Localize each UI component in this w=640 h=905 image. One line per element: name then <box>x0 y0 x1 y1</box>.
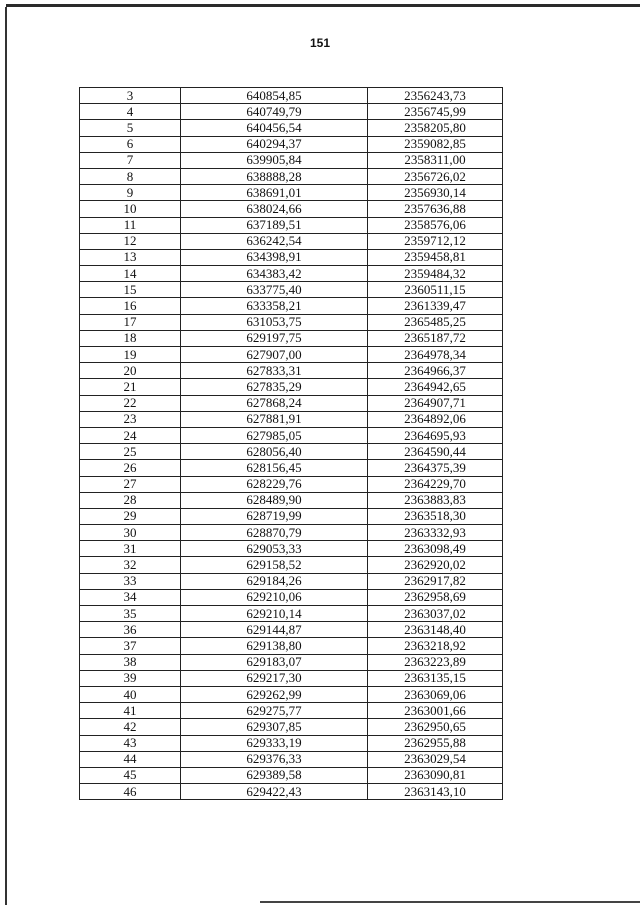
table-row <box>80 703 503 719</box>
point-number-cell: 26 <box>80 460 181 476</box>
y-coordinate-cell: 2363090,81 <box>368 767 503 783</box>
point-number-cell: 20 <box>80 363 181 379</box>
x-coordinate-cell: 640854,85 <box>181 88 368 104</box>
point-number-cell: 19 <box>80 347 181 363</box>
y-coordinate-cell: 2364942,65 <box>368 379 503 395</box>
y-coordinate-cell: 2365485,25 <box>368 314 503 330</box>
y-coordinate-cell: 2364229,70 <box>368 476 503 492</box>
y-coordinate-cell: 2362917,82 <box>368 573 503 589</box>
table-row <box>80 767 503 783</box>
y-coordinate-cell: 2357636,88 <box>368 201 503 217</box>
scan-left-border <box>5 7 7 905</box>
point-number-cell: 25 <box>80 444 181 460</box>
point-number-cell: 44 <box>80 751 181 767</box>
table-row <box>80 784 503 800</box>
table-row <box>80 363 503 379</box>
y-coordinate-cell: 2362955,88 <box>368 735 503 751</box>
x-coordinate-cell: 628156,45 <box>181 460 368 476</box>
point-number-cell: 34 <box>80 589 181 605</box>
y-coordinate-cell: 2364375,39 <box>368 460 503 476</box>
x-coordinate-cell: 636242,54 <box>181 233 368 249</box>
table-row <box>80 314 503 330</box>
x-coordinate-cell: 638691,01 <box>181 185 368 201</box>
x-coordinate-cell: 634398,91 <box>181 249 368 265</box>
y-coordinate-cell: 2363883,83 <box>368 492 503 508</box>
table-row <box>80 249 503 265</box>
table-row <box>80 735 503 751</box>
x-coordinate-cell: 629144,87 <box>181 622 368 638</box>
x-coordinate-cell: 631053,75 <box>181 314 368 330</box>
x-coordinate-cell: 627907,00 <box>181 347 368 363</box>
x-coordinate-cell: 640749,79 <box>181 104 368 120</box>
y-coordinate-cell: 2363332,93 <box>368 525 503 541</box>
x-coordinate-cell: 628719,99 <box>181 508 368 524</box>
table-row <box>80 136 503 152</box>
y-coordinate-cell: 2363148,40 <box>368 622 503 638</box>
y-coordinate-cell: 2359712,12 <box>368 233 503 249</box>
y-coordinate-cell: 2358576,06 <box>368 217 503 233</box>
point-number-cell: 46 <box>80 784 181 800</box>
x-coordinate-cell: 629422,43 <box>181 784 368 800</box>
point-number-cell: 6 <box>80 136 181 152</box>
table-row <box>80 751 503 767</box>
x-coordinate-cell: 627833,31 <box>181 363 368 379</box>
y-coordinate-cell: 2356930,14 <box>368 185 503 201</box>
table-row <box>80 379 503 395</box>
x-coordinate-cell: 634383,42 <box>181 266 368 282</box>
x-coordinate-cell: 629138,80 <box>181 638 368 654</box>
y-coordinate-cell: 2360511,15 <box>368 282 503 298</box>
x-coordinate-cell: 628489,90 <box>181 492 368 508</box>
x-coordinate-cell: 638024,66 <box>181 201 368 217</box>
point-number-cell: 30 <box>80 525 181 541</box>
x-coordinate-cell: 638888,28 <box>181 168 368 184</box>
x-coordinate-cell: 629210,06 <box>181 589 368 605</box>
point-number-cell: 21 <box>80 379 181 395</box>
y-coordinate-cell: 2356745,99 <box>368 104 503 120</box>
coordinates-table-body <box>80 88 503 800</box>
y-coordinate-cell: 2364892,06 <box>368 411 503 427</box>
table-row <box>80 233 503 249</box>
x-coordinate-cell: 633358,21 <box>181 298 368 314</box>
point-number-cell: 8 <box>80 168 181 184</box>
table-row <box>80 168 503 184</box>
x-coordinate-cell: 629053,33 <box>181 541 368 557</box>
table-row <box>80 492 503 508</box>
table-row <box>80 88 503 104</box>
point-number-cell: 23 <box>80 411 181 427</box>
point-number-cell: 36 <box>80 622 181 638</box>
x-coordinate-cell: 629376,33 <box>181 751 368 767</box>
point-number-cell: 32 <box>80 557 181 573</box>
point-number-cell: 12 <box>80 233 181 249</box>
table-row <box>80 152 503 168</box>
y-coordinate-cell: 2364695,93 <box>368 427 503 443</box>
x-coordinate-cell: 627835,29 <box>181 379 368 395</box>
point-number-cell: 17 <box>80 314 181 330</box>
coordinates-table <box>79 87 503 800</box>
x-coordinate-cell: 637189,51 <box>181 217 368 233</box>
point-number-cell: 18 <box>80 330 181 346</box>
y-coordinate-cell: 2363001,66 <box>368 703 503 719</box>
table-row <box>80 508 503 524</box>
y-coordinate-cell: 2365187,72 <box>368 330 503 346</box>
point-number-cell: 11 <box>80 217 181 233</box>
x-coordinate-cell: 629275,77 <box>181 703 368 719</box>
y-coordinate-cell: 2358205,80 <box>368 120 503 136</box>
table-row <box>80 217 503 233</box>
table-row <box>80 460 503 476</box>
table-row <box>80 670 503 686</box>
point-number-cell: 29 <box>80 508 181 524</box>
point-number-cell: 42 <box>80 719 181 735</box>
y-coordinate-cell: 2363143,10 <box>368 784 503 800</box>
table-row <box>80 525 503 541</box>
table-row <box>80 298 503 314</box>
y-coordinate-cell: 2363223,89 <box>368 654 503 670</box>
point-number-cell: 7 <box>80 152 181 168</box>
x-coordinate-cell: 627985,05 <box>181 427 368 443</box>
point-number-cell: 4 <box>80 104 181 120</box>
point-number-cell: 13 <box>80 249 181 265</box>
y-coordinate-cell: 2363098,49 <box>368 541 503 557</box>
table-row <box>80 654 503 670</box>
point-number-cell: 31 <box>80 541 181 557</box>
y-coordinate-cell: 2363029,54 <box>368 751 503 767</box>
x-coordinate-cell: 629183,07 <box>181 654 368 670</box>
y-coordinate-cell: 2363069,06 <box>368 686 503 702</box>
point-number-cell: 14 <box>80 266 181 282</box>
table-row <box>80 120 503 136</box>
x-coordinate-cell: 633775,40 <box>181 282 368 298</box>
y-coordinate-cell: 2364907,71 <box>368 395 503 411</box>
x-coordinate-cell: 629333,19 <box>181 735 368 751</box>
y-coordinate-cell: 2361339,47 <box>368 298 503 314</box>
x-coordinate-cell: 628056,40 <box>181 444 368 460</box>
x-coordinate-cell: 629307,85 <box>181 719 368 735</box>
x-coordinate-cell: 629262,99 <box>181 686 368 702</box>
point-number-cell: 27 <box>80 476 181 492</box>
table-row <box>80 476 503 492</box>
table-row <box>80 330 503 346</box>
x-coordinate-cell: 639905,84 <box>181 152 368 168</box>
x-coordinate-cell: 629158,52 <box>181 557 368 573</box>
table-row <box>80 606 503 622</box>
table-row <box>80 573 503 589</box>
y-coordinate-cell: 2363037,02 <box>368 606 503 622</box>
y-coordinate-cell: 2362950,65 <box>368 719 503 735</box>
x-coordinate-cell: 629184,26 <box>181 573 368 589</box>
point-number-cell: 3 <box>80 88 181 104</box>
point-number-cell: 33 <box>80 573 181 589</box>
scan-bottom-border <box>260 901 640 903</box>
table-row <box>80 541 503 557</box>
x-coordinate-cell: 628229,76 <box>181 476 368 492</box>
y-coordinate-cell: 2362920,02 <box>368 557 503 573</box>
x-coordinate-cell: 627881,91 <box>181 411 368 427</box>
page-number: 151 <box>309 36 331 50</box>
table-row <box>80 557 503 573</box>
point-number-cell: 40 <box>80 686 181 702</box>
point-number-cell: 28 <box>80 492 181 508</box>
point-number-cell: 38 <box>80 654 181 670</box>
x-coordinate-cell: 629210,14 <box>181 606 368 622</box>
x-coordinate-cell: 640294,37 <box>181 136 368 152</box>
table-row <box>80 185 503 201</box>
y-coordinate-cell: 2363518,30 <box>368 508 503 524</box>
point-number-cell: 5 <box>80 120 181 136</box>
x-coordinate-cell: 629197,75 <box>181 330 368 346</box>
point-number-cell: 9 <box>80 185 181 201</box>
table-row <box>80 427 503 443</box>
y-coordinate-cell: 2364978,34 <box>368 347 503 363</box>
y-coordinate-cell: 2358311,00 <box>368 152 503 168</box>
table-row <box>80 347 503 363</box>
y-coordinate-cell: 2363135,15 <box>368 670 503 686</box>
point-number-cell: 10 <box>80 201 181 217</box>
scan-top-border <box>6 4 640 7</box>
point-number-cell: 45 <box>80 767 181 783</box>
point-number-cell: 16 <box>80 298 181 314</box>
table-row <box>80 589 503 605</box>
y-coordinate-cell: 2356726,02 <box>368 168 503 184</box>
table-row <box>80 686 503 702</box>
y-coordinate-cell: 2356243,73 <box>368 88 503 104</box>
point-number-cell: 43 <box>80 735 181 751</box>
y-coordinate-cell: 2363218,92 <box>368 638 503 654</box>
y-coordinate-cell: 2364590,44 <box>368 444 503 460</box>
table-row <box>80 201 503 217</box>
table-row <box>80 638 503 654</box>
y-coordinate-cell: 2359484,32 <box>368 266 503 282</box>
x-coordinate-cell: 628870,79 <box>181 525 368 541</box>
x-coordinate-cell: 629389,58 <box>181 767 368 783</box>
table-row <box>80 622 503 638</box>
point-number-cell: 35 <box>80 606 181 622</box>
y-coordinate-cell: 2359458,81 <box>368 249 503 265</box>
point-number-cell: 15 <box>80 282 181 298</box>
table-row <box>80 444 503 460</box>
point-number-cell: 24 <box>80 427 181 443</box>
table-row <box>80 266 503 282</box>
table-row <box>80 104 503 120</box>
point-number-cell: 41 <box>80 703 181 719</box>
point-number-cell: 39 <box>80 670 181 686</box>
table-row <box>80 411 503 427</box>
point-number-cell: 37 <box>80 638 181 654</box>
table-row <box>80 282 503 298</box>
table-row <box>80 719 503 735</box>
x-coordinate-cell: 627868,24 <box>181 395 368 411</box>
table-row <box>80 395 503 411</box>
y-coordinate-cell: 2362958,69 <box>368 589 503 605</box>
point-number-cell: 22 <box>80 395 181 411</box>
x-coordinate-cell: 629217,30 <box>181 670 368 686</box>
y-coordinate-cell: 2364966,37 <box>368 363 503 379</box>
y-coordinate-cell: 2359082,85 <box>368 136 503 152</box>
x-coordinate-cell: 640456,54 <box>181 120 368 136</box>
